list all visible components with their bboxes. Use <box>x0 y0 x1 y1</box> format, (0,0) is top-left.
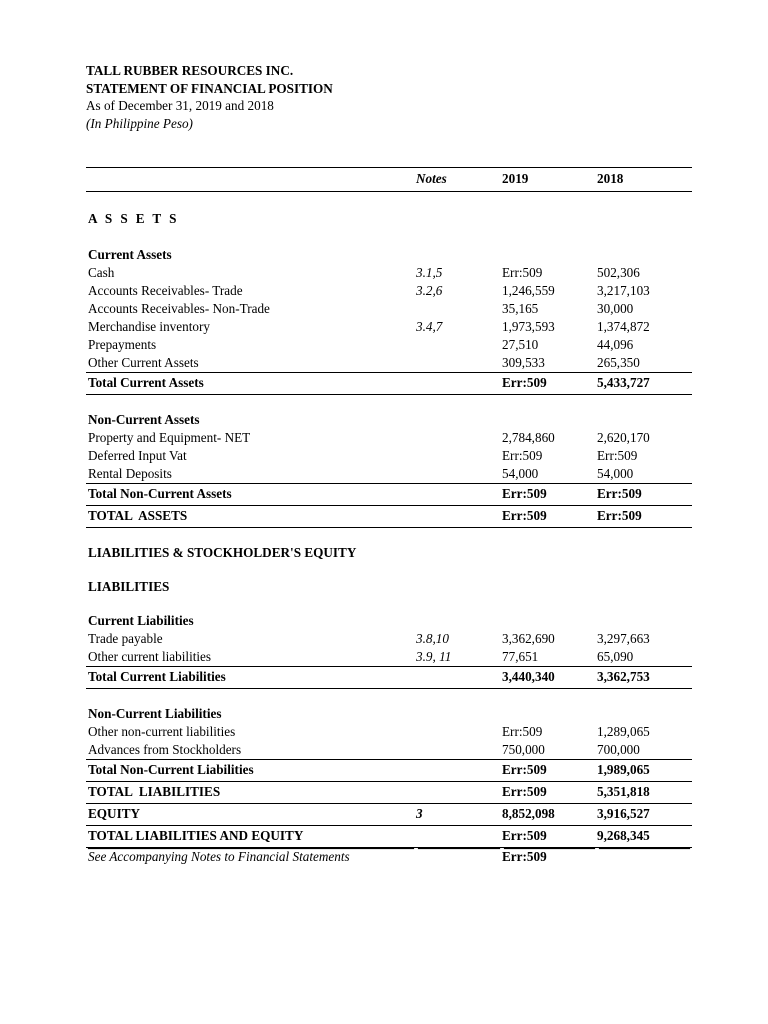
line-item-2018: 65,090 <box>597 649 634 665</box>
accompanying-notes-notes <box>416 848 502 867</box>
grand-total-notes <box>416 826 502 848</box>
line-item-2018: 3,217,103 <box>597 283 650 299</box>
line-item-2019: Err:509 <box>502 724 543 740</box>
document-header <box>86 62 690 132</box>
statement-of-financial-position-table <box>86 167 692 866</box>
non-current-liabilities-group-label: Non-Current Liabilities <box>88 706 222 722</box>
line-item-2018: 44,096 <box>597 337 634 353</box>
line-item-notes: 3.8,10 <box>416 631 449 647</box>
line-item-2018: 3,297,663 <box>597 631 650 647</box>
line-item-label: Deferred Input Vat <box>88 448 187 464</box>
line-item-2019: 3,362,690 <box>502 631 555 647</box>
grand-total-2019: Err:509 <box>502 826 597 848</box>
grand-total-notes <box>416 506 502 528</box>
equity-label: EQUITY <box>86 804 416 826</box>
line-item-2019: 1,246,559 <box>502 283 555 299</box>
company-name: TALL RUBBER RESOURCES INC. <box>86 63 294 78</box>
line-item-label: Other Current Assets <box>88 355 199 371</box>
line-item-2018: 502,306 <box>597 265 640 281</box>
line-item-2019: 750,000 <box>502 742 545 758</box>
equity-2019: 8,852,098 <box>502 804 597 826</box>
table-row <box>86 447 692 465</box>
grand-total-label: TOTAL LIABILITIES AND EQUITY <box>86 826 416 848</box>
total-current-assets-row <box>86 373 692 395</box>
total-2018: 5,433,727 <box>597 373 692 395</box>
line-item-notes <box>416 447 502 465</box>
column-header-2018: 2018 <box>597 168 692 192</box>
equity-row <box>86 804 692 826</box>
line-item-label: Property and Equipment- NET <box>88 430 251 446</box>
total-notes <box>416 667 502 689</box>
table-header-row <box>86 168 692 192</box>
column-header-2019: 2019 <box>502 168 597 192</box>
table-row <box>86 300 692 318</box>
total-2018: Err:509 <box>597 484 692 506</box>
total-label: Total Current Liabilities <box>86 667 416 689</box>
line-item-notes: 3.1,5 <box>416 265 443 281</box>
line-item-notes <box>416 429 502 447</box>
accompanying-notes-2019: Err:509 <box>502 849 547 865</box>
line-item-2019: 309,533 <box>502 355 545 371</box>
table-row <box>86 465 692 484</box>
current-liabilities-group-label: Current Liabilities <box>88 613 194 629</box>
liabilities-title-row <box>86 562 692 596</box>
liabilities-equity-title: LIABILITIES & STOCKHOLDER'S EQUITY <box>88 545 357 561</box>
table-row <box>86 264 692 282</box>
table-row <box>86 741 692 760</box>
line-item-notes <box>416 465 502 484</box>
line-item-label: Prepayments <box>88 337 157 353</box>
line-item-2019: Err:509 <box>502 265 543 281</box>
line-item-label: Merchandise inventory <box>88 319 210 335</box>
line-item-label: Rental Deposits <box>88 466 172 482</box>
line-item-label: Cash <box>88 265 115 281</box>
line-item-2018: 2,620,170 <box>597 430 650 446</box>
total-2019: Err:509 <box>502 373 597 395</box>
non-current-liabilities-group-row <box>86 689 692 724</box>
currency-note: (In Philippine Peso) <box>86 115 193 131</box>
line-item-2019: 1,973,593 <box>502 319 555 335</box>
total-notes <box>416 760 502 782</box>
accompanying-notes-2018 <box>597 848 692 867</box>
assets-section-title: A S S E T S <box>88 211 179 227</box>
total-2019: Err:509 <box>502 760 597 782</box>
line-item-2018: 30,000 <box>597 301 634 317</box>
equity-2018: 3,916,527 <box>597 804 692 826</box>
line-item-notes <box>416 336 502 354</box>
total-label: Total Current Assets <box>86 373 416 395</box>
line-item-2019: 54,000 <box>502 466 539 482</box>
line-item-label: Trade payable <box>88 631 163 647</box>
grand-total-notes <box>416 782 502 804</box>
total-label: Total Non-Current Assets <box>86 484 416 506</box>
line-item-2019: 2,784,860 <box>502 430 555 446</box>
table-row <box>86 282 692 300</box>
column-header-notes: Notes <box>416 168 502 192</box>
total-label: Total Non-Current Liabilities <box>86 760 416 782</box>
total-2019: Err:509 <box>502 484 597 506</box>
statement-title: STATEMENT OF FINANCIAL POSITION <box>86 80 333 96</box>
current-liabilities-group-row <box>86 596 692 630</box>
line-item-2018: 1,374,872 <box>597 319 650 335</box>
current-assets-group-label: Current Assets <box>88 247 172 263</box>
column-header-label <box>86 168 416 192</box>
total-notes <box>416 373 502 395</box>
grand-total-2018: 5,351,818 <box>597 782 692 804</box>
total-current-liabilities-row <box>86 667 692 689</box>
grand-total-label: TOTAL ASSETS <box>86 506 416 528</box>
total-2018: 3,362,753 <box>597 667 692 689</box>
total-assets-row <box>86 506 692 528</box>
current-assets-group-row <box>86 230 692 264</box>
line-item-label: Other non-current liabilities <box>88 724 236 740</box>
total-notes <box>416 484 502 506</box>
table-row <box>86 429 692 447</box>
line-item-notes: 3.2,6 <box>416 283 443 299</box>
line-item-notes <box>416 741 502 760</box>
liabilities-equity-title-row <box>86 528 692 563</box>
line-item-2019: 27,510 <box>502 337 539 353</box>
grand-total-2019: Err:509 <box>502 782 597 804</box>
line-item-notes <box>416 300 502 318</box>
total-non-current-assets-row <box>86 484 692 506</box>
table-row <box>86 723 692 741</box>
accompanying-notes-row <box>86 848 692 867</box>
line-item-2019: 77,651 <box>502 649 539 665</box>
line-item-label: Other current liabilities <box>88 649 212 665</box>
line-item-2019: Err:509 <box>502 448 543 464</box>
table-row <box>86 318 692 336</box>
line-item-notes: 3.9, 11 <box>416 649 452 665</box>
assets-section-title-row <box>86 192 692 231</box>
table-row <box>86 336 692 354</box>
table-row <box>86 630 692 648</box>
grand-total-label: TOTAL LIABILITIES <box>86 782 416 804</box>
line-item-notes <box>416 723 502 741</box>
table-row <box>86 354 692 373</box>
grand-total-2018: Err:509 <box>597 506 692 528</box>
total-liabilities-row <box>86 782 692 804</box>
line-item-2018: Err:509 <box>597 448 638 464</box>
line-item-notes: 3.4,7 <box>416 319 443 335</box>
line-item-2018: 1,289,065 <box>597 724 650 740</box>
non-current-assets-group-row <box>86 395 692 430</box>
line-item-label: Accounts Receivables- Trade <box>88 283 243 299</box>
table-row <box>86 648 692 667</box>
line-item-2018: 54,000 <box>597 466 634 482</box>
grand-total-2018: 9,268,345 <box>597 826 692 848</box>
liabilities-title: LIABILITIES <box>88 579 170 595</box>
line-item-2019: 35,165 <box>502 301 539 317</box>
line-item-2018: 700,000 <box>597 742 640 758</box>
reporting-period: As of December 31, 2019 and 2018 <box>86 98 274 114</box>
accompanying-notes-label: See Accompanying Notes to Financial Statements <box>88 849 350 865</box>
total-2019: 3,440,340 <box>502 667 597 689</box>
non-current-assets-group-label: Non-Current Assets <box>88 412 200 428</box>
line-item-label: Advances from Stockholders <box>88 742 242 758</box>
total-liabilities-and-equity-row <box>86 826 692 848</box>
equity-notes: 3 <box>416 804 502 826</box>
line-item-notes <box>416 354 502 373</box>
line-item-2018: 265,350 <box>597 355 640 371</box>
total-non-current-liabilities-row <box>86 760 692 782</box>
grand-total-2019: Err:509 <box>502 506 597 528</box>
total-2018: 1,989,065 <box>597 760 692 782</box>
line-item-label: Accounts Receivables- Non-Trade <box>88 301 270 317</box>
